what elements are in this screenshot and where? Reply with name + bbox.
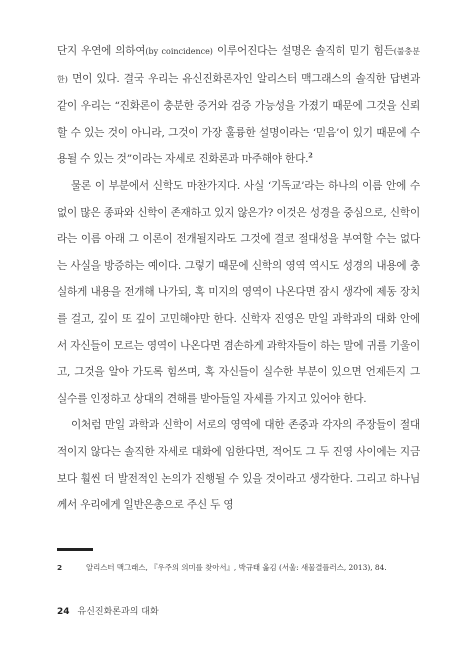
paragraph <box>57 38 420 173</box>
footnote-text: 알리스터 맥그래스, 『우주의 의미를 찾아서』, 박규태 옮김 (서울: 새물결플러스, 2013), 84. <box>86 563 387 572</box>
text-run: 이처럼 만일 과학과 신학이 서로의 영역에 대한 존중과 각자의 주장들이 절대적이지 않다는 솔직한 자세로 대화에 임한다면, 적어도 그 두 진영 사이에는 지금보다 훨씬 더 발전적인 논의가 진행될 수 있을 것이라고 생각한다. 그리고 하나님께서 우리에게 일반은총으로 주신 두 영 <box>57 419 420 512</box>
text-run: 면이 있다. 결국 우리는 유신진화론자인 알리스터 맥그래스의 솔직한 답변과 같이 우리는 “진화론이 충분한 증거와 검증 가능성을 가졌기 때문에 그것을 신뢰할 수 있는 것이 아니라, 그것이 가장 훌륭한 설명이라는 ‘믿음’이 있기 때문에 수용될 수 있는 것”이라는 자세로 진화론과 마주해야 한다. <box>57 72 420 166</box>
page-number: 24 <box>57 607 70 617</box>
text-run: 이루어진다는 설명은 솔직히 믿기 힘든 <box>212 45 394 57</box>
parenthetical-note: (불충분한) <box>57 47 420 84</box>
text-run: 물론 이 부분에서 신학도 마찬가지다. 사실 ‘기독교’라는 하나의 이름 안에 수없이 많은 종파와 신학이 존재하고 있지 않은가? 이것은 성경을 중심으로, 신학이라는 이름 아래 그 이론이 전개될지라도 그것에 결코 절대성을 부여할 수는 없다는 사실을 방증하는 예이다. 그렇기 때문에 신학의 영역 역시도 성경의 내용에 충실하게 내용을 전개해 나가되, 혹 미지의 영역이 나온다면 잠시 생각에 제동 장치를 걸고, 깊이 또 깊이 고민해야만 한다. 신학자 진영은 만일 과학과의 대화 안에서 자신들이 모르는 영역이 나온다면 겸손하게 과학자들이 하는 말에 귀를 기울이고, 그것을 알아 가도록 힘쓰며, 혹 자신들이 실수한 부분이 있으면 언제든지 그 실수를 인정하고 상대의 견해를 받아들일 자세를 가지고 있어야 한다. <box>57 179 420 405</box>
paragraph <box>57 173 420 412</box>
footnote-rule <box>57 548 93 551</box>
paragraph <box>57 412 420 518</box>
footnote-reference: 2 <box>308 151 313 160</box>
parenthetical-note: (by coincidence) <box>145 47 213 56</box>
text-run: 단지 우연에 의하여 <box>57 45 146 57</box>
running-title: 유신진화론과의 대화 <box>77 607 159 617</box>
footnote-number: 2 <box>57 563 63 572</box>
footnote <box>57 562 427 574</box>
page-footer <box>57 604 159 617</box>
body-text <box>57 38 420 519</box>
